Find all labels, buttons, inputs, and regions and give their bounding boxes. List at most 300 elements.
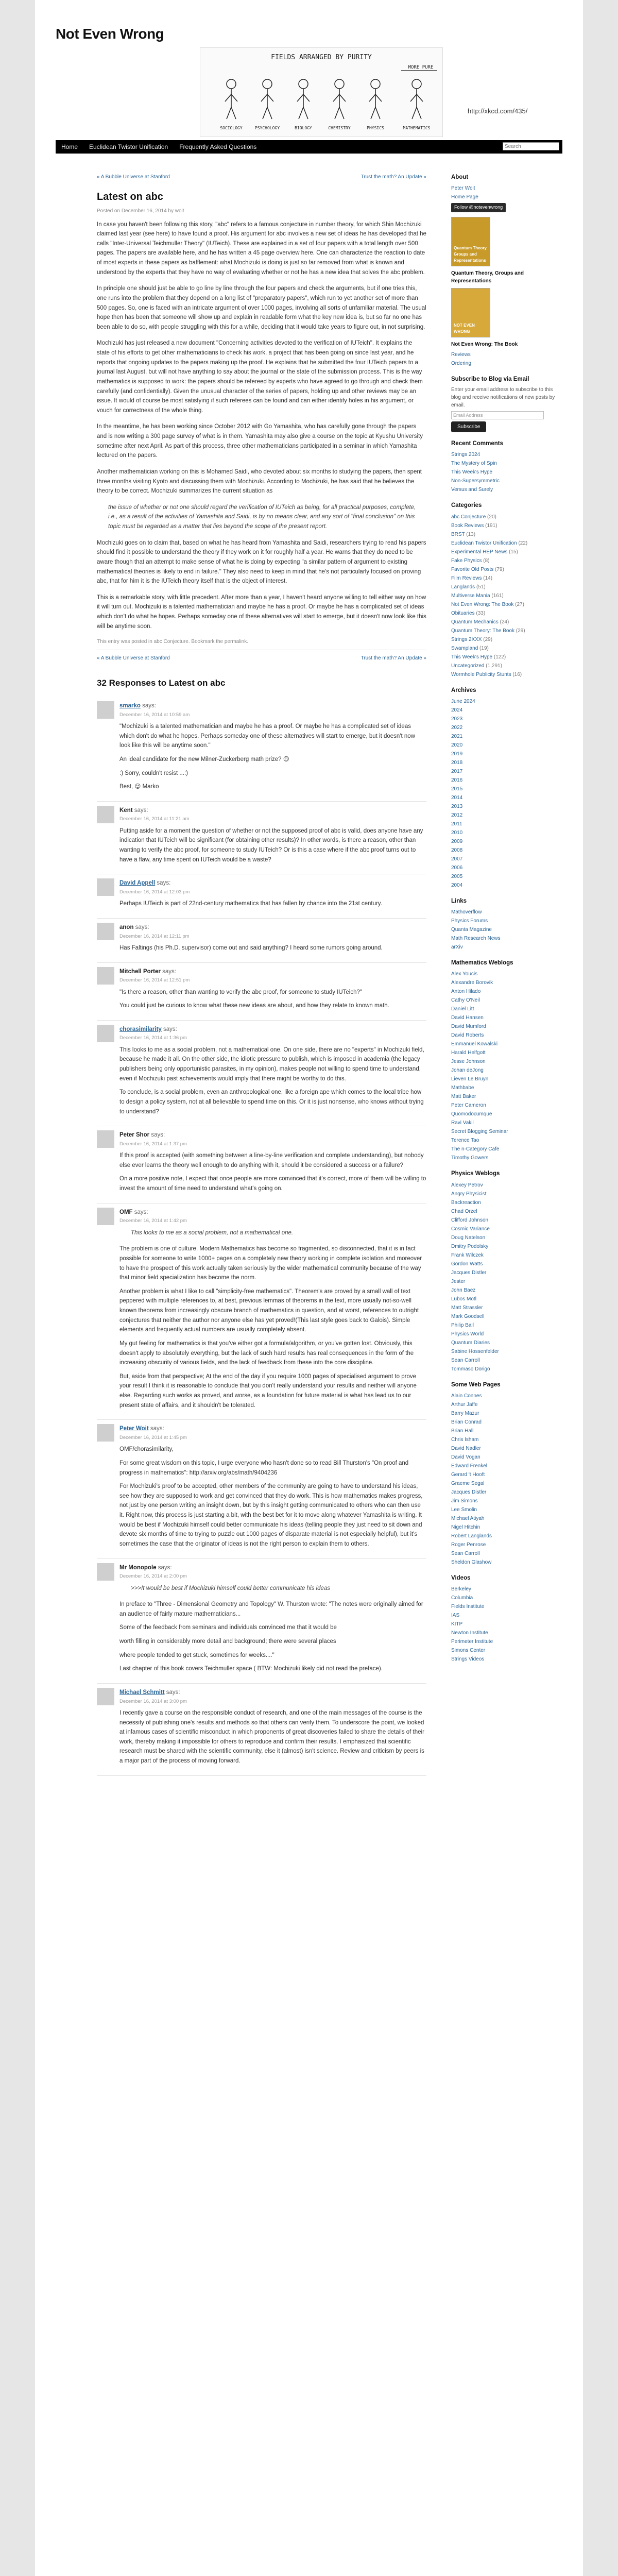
web-page-link[interactable]: Barry Mazur [451,1410,479,1416]
videos-heading: Videos [451,1574,471,1581]
video-link[interactable]: Newton Institute [451,1630,488,1636]
comment-author: Peter Shor [119,1132,150,1139]
comment [97,919,426,963]
comment-header [119,1208,426,1217]
comment-author[interactable]: Michael Schmitt [119,1689,165,1696]
banner-field-label: MATHEMATICS [403,126,431,130]
archive-link[interactable]: 2014 [451,794,463,801]
physics-weblogs-heading: Physics Weblogs [451,1171,500,1177]
archive-link[interactable]: 2022 [451,724,463,731]
physics-weblog-link[interactable]: Frank Wilczek [451,1252,484,1258]
comment [97,1021,426,1126]
post-paragraph: In case you haven't been following this story, "abc" refers to a famous conjecture in number theory, for which Shin Mochizuki claimed last year (see here) to have found a proof. His argument for abc involves a new set of ideas he has developed that he calls "Inter-Universal Teichmuller Theory" (IUTeich). These are explained in a set of four papers with a total length over 500 pages. The papers are available here, and he has written a 45 page overview here. One can characterize the reaction to date of most experts in these papers as bafflement: what Mochizuki is doing is just so far removed from what is known and understood by the experts that they have no way of evaluating whether or not he has a new idea that solves the abc problem. [97,221,426,276]
physics-weblog-link[interactable]: John Baez [451,1287,476,1293]
book-title-quantum[interactable]: Quantum Theory, Groups and Representations [451,270,524,284]
physics-weblog-link[interactable]: Jacques Distler [451,1269,487,1276]
comment [97,802,426,875]
header-url[interactable]: http://xkcd.com/435/ [468,107,528,115]
web-page-link[interactable]: Michael Atiyah [451,1515,485,1521]
about-heading: About [451,174,469,180]
comment-header [119,806,426,816]
banner-field-label: SOCIOLOGY [220,126,243,130]
physics-weblog-link[interactable]: Gordon Watts [451,1261,483,1267]
category-item-label[interactable]: Wormhole Publicity Stunts [451,671,511,677]
video-link[interactable]: Fields Institute [451,1604,485,1609]
category-item-count: (27) [515,601,524,607]
category-item-label[interactable]: Swampland [451,645,478,651]
categories-list [451,513,562,679]
says-label: says: [133,924,149,930]
math-weblog-link[interactable]: Harald Helfgott [451,1050,486,1056]
category-item-label[interactable]: BRST [451,531,465,537]
category-item[interactable] [451,591,562,600]
category-item-label[interactable]: Langlands [451,584,475,590]
category-item[interactable] [451,662,562,670]
comment-date[interactable]: December 16, 2014 at 1:42 pm [119,1218,187,1224]
archive-link[interactable]: 2020 [451,742,463,748]
video-link[interactable]: Simons Center [451,1648,486,1653]
blog-title[interactable]: Not Even Wrong [56,26,164,42]
post-paragraph: In principle one should just be able to go line by line through the four papers and check the arguments, but if one tries this, one runs into the problem that they depend on a long list of "preparatory papers", which run to yet another set of more than 500 pages. So, one is faced with an intricate argument of over 1000 pages, involving all sorts of unfamiliar material. The usual hope then has been that someone will show up and explain in readable form what the key new idea is, but so far no one has been able to do so, with people struggling with this for a while, deciding that it would take years to figure out, in not surprising. [97,285,426,330]
web-page-link[interactable]: Roger Penrose [451,1541,486,1548]
prev-post-link[interactable]: « A Bubble Universe at Stanford [97,655,170,661]
category-item-label[interactable]: Multiverse Mania [451,592,490,599]
category-item[interactable] [451,565,562,574]
category-item[interactable] [451,635,562,644]
category-item[interactable] [451,644,562,653]
subscribe-button[interactable]: Subscribe [451,421,486,432]
category-item-label[interactable]: Quantum Mechanics [451,619,499,625]
comment-text: This looks to me as a social problem, not a mathematical one. On one side, there are no "experts" in Mochizuki field, because he made it all. On the other side, the idiotic pressure to publish, which is imposed in academia (the legacy publishers being only opportunistic parasites, in my opinion), makes people not willing to spend time to understand, even if Mochizuki past achievements would imply that there might be worthy to do this. [119,1046,424,1082]
web-page-link[interactable]: Nigel Hitchin [451,1524,480,1530]
comment-text: :) Sorry, couldn't resist ...:) [119,770,188,776]
physics-weblog-link[interactable]: Clifford Johnson [451,1217,489,1223]
category-item-count: (19) [479,645,489,651]
comment-date[interactable]: December 16, 2014 at 12:11 pm [119,933,190,939]
category-item[interactable] [451,653,562,662]
category-item-label[interactable]: Favorite Old Posts [451,566,494,572]
physics-weblog-link[interactable]: Tommaso Dorigo [451,1366,490,1372]
physics-weblog-link[interactable]: Dmitry Podolsky [451,1243,489,1249]
physics-weblogs-list [451,1181,562,1374]
comment-text: Another problem is what I like to call "simplicity-free mathematics". Theorem's are proved by a small wall of text peppered with multiple references to, at best, previous lemmas of theorems in the text, more usually not-so-well known theorems from increasingly obscure branch of mathematics in question, and at worst, references to outright conjectures that neither the author nor anyone else has yet proved!(This last style goes back to Galois). Simple elements and frequently actual numbers are usually completely absent. [119,1288,419,1333]
web-page-link[interactable]: Chris Isham [451,1436,479,1443]
avatar [97,967,114,985]
banner-subtitle: MORE PURE [408,65,434,70]
archive-link[interactable]: 2008 [451,847,463,853]
says-label: says: [140,703,156,709]
comment-date[interactable]: December 16, 2014 at 10:59 am [119,711,190,718]
post-paragraph: Another mathematician working on this is Mohamed Saidi, who devoted about six months to studying the papers, then spent three months visiting Kyoto and discussing them with Mochizuki. According to Mochizuki, he has said that he believes the theory to be correct. Mochizuki summarizes the current situation as [97,468,422,495]
math-weblog-link[interactable]: Daniel Litt [451,1006,474,1012]
nav-faq[interactable]: Frequently Asked Questions [179,143,257,150]
post-nav-bottom [97,654,426,663]
comment [97,697,426,802]
main-content [97,173,426,1776]
header-banner [200,47,443,137]
comment-author[interactable]: Peter Woit [119,1426,149,1432]
comment-text: worth filling in considerably more detail and background; there were several places [119,1638,336,1645]
category-item[interactable] [451,548,562,556]
web-page-link[interactable]: David Nadler [451,1445,481,1451]
category-item[interactable] [451,521,562,530]
comment-text: My gut feeling for mathematics is that you've either got a formula/algorithm, or you've gotten lost. Obviously, this doesn't apply to absolutely everything, but the lack of such hard results has real consequences in the form of the increasing obscurity of various fields, and the lack of feedback from these into the core discipline. [119,1340,414,1366]
avatar [97,806,114,823]
recent-comment-link[interactable]: The Mystery of Spin [451,461,497,467]
category-item-count: (29) [483,636,493,642]
prev-post-link[interactable]: « A Bubble Universe at Stanford [97,174,170,180]
comment-quote: >>>It would be best if Mochizuki himself could better communicate his ideas [131,1585,331,1591]
search-input[interactable] [503,142,559,150]
archive-link[interactable]: 2017 [451,768,463,774]
web-page-link[interactable]: Robert Langlands [451,1533,492,1539]
web-page-link[interactable]: David Vogan [451,1454,480,1460]
physics-weblog-link[interactable]: Philip Ball [451,1322,474,1328]
comment-body [119,1130,426,1194]
comment-date[interactable]: December 16, 2014 at 1:36 pm [119,1035,187,1041]
comments-title: 32 Responses to Latest on abc [97,677,226,688]
physics-weblog-link[interactable]: Jester [451,1278,466,1284]
external-link[interactable]: Quanta Magazine [451,927,492,933]
comment-text: Has Faltings (his Ph.D. supervisor) come out and said anything? I heard some rumors going around. [119,944,383,951]
category-item-count: (22) [518,540,528,546]
category-item[interactable] [451,609,562,618]
archive-link[interactable]: 2006 [451,865,463,871]
post-paragraph: This is a remarkable story, with little precedent. After more than a year, I haven't heard anyone willing to tell either way on how it will turn out. Mochizuki is a talented mathematician and maybe he has a proof. Or maybe he has a complicated set of ideas which don't do what he hopes. Perhaps someday one of these alternatives will start to emerge, but it doesn't now look like this will be anytime soon. [97,594,426,630]
archive-link[interactable]: 2021 [451,733,463,739]
says-label: says: [161,1026,177,1032]
web-page-link[interactable]: Sheldon Glashow [451,1559,492,1565]
recent-comment-link[interactable]: This Week's Hype [451,469,493,476]
category-item[interactable] [451,600,562,609]
math-weblog-link[interactable]: Jesse Johnson [451,1059,486,1065]
book-cover-not-even-wrong[interactable] [451,288,490,337]
main-nav [56,140,562,154]
comment [97,963,426,1021]
category-item-label[interactable]: Film Reviews [451,575,482,581]
web-page-link[interactable]: Jim Simons [451,1498,478,1504]
about-link[interactable]: Home Page [451,194,478,200]
category-item-count: (8) [483,557,490,564]
category-item[interactable] [451,556,562,565]
comment-body [119,701,426,792]
web-page-link[interactable]: Alain Connes [451,1393,482,1399]
recent-comment-link[interactable]: Non-Supersymmetric [451,478,500,484]
says-label: says: [132,807,148,814]
category-item[interactable] [451,530,562,539]
comment-body [119,967,426,1011]
math-weblog-link[interactable]: Timothy Gowers [451,1155,489,1161]
math-weblog-link[interactable]: Mathbabe [451,1085,474,1091]
physics-weblog-link[interactable]: Cosmic Variance [451,1226,490,1232]
ordering-link[interactable]: Ordering [451,360,471,366]
external-link[interactable]: Math Research News [451,936,501,941]
comment-body [119,878,426,909]
about-link[interactable]: Peter Woit [451,185,475,192]
math-weblog-link[interactable]: Quomodocumque [451,1111,492,1117]
comment-header [119,701,426,711]
post-title: Latest on abc [97,191,163,202]
physics-weblog-link[interactable]: Doug Natelson [451,1234,486,1241]
archive-link[interactable]: 2024 [451,707,463,713]
math-weblog-link[interactable]: Emmanuel Kowalski [451,1041,498,1047]
archive-link[interactable]: 2007 [451,856,463,862]
video-link[interactable]: KITP [451,1621,463,1627]
category-item-label[interactable]: abc Conjecture [451,514,486,520]
archive-link[interactable]: 2023 [451,716,463,722]
comment-body [119,1424,426,1549]
web-page-link[interactable]: Brian Hall [451,1428,474,1434]
category-item-count: (15) [509,549,518,555]
comment-text: You could just be curious to know what these new ideas are about, and how they relate to known math. [119,1003,389,1009]
web-pages-heading: Some Web Pages [451,1381,501,1388]
archive-link[interactable]: 2005 [451,873,463,879]
follow-button[interactable]: Follow @notevenwrong [451,203,506,212]
comment-author[interactable]: David Appell [119,880,156,887]
category-item-label[interactable]: Obituaries [451,610,475,616]
category-item-label[interactable]: Uncategorized [451,663,485,669]
web-page-link[interactable]: Jacques Distler [451,1489,487,1495]
post-quote: the issue of whether or not one should regard the verification of IUTeich as being, for all practical purposes, complete, i.e., as a result of the activities of Yamashita and Saidi, is by no means clear, and any sort of "final conclusion" on this topic must be regarded as a matter that lies beyond the scope of the present report. [108,504,416,530]
math-weblog-link[interactable]: David Hansen [451,1015,484,1021]
comment-date[interactable]: December 16, 2014 at 1:45 pm [119,1434,187,1440]
web-page-link[interactable]: Brian Conrad [451,1419,482,1425]
category-item-label[interactable]: Quantum Theory: The Book [451,628,515,634]
physics-weblog-link[interactable]: Sabine Hossenfelder [451,1348,499,1354]
math-weblog-link[interactable]: Peter Cameron [451,1103,486,1109]
math-weblog-link[interactable]: Terence Tao [451,1138,479,1144]
post-paragraph: Mochizuki has just released a new document "Concerning activities devoted to the verification of IUTeich". It explains the state of his efforts to get other mathematicians to check his work, a project that has been going on since last year, and he reports that ongoing updates to the papers making up the proof. He explains that he submitted the four IUTeich papers to a journal last August, but will not have anything to say about the journal or the state of the submission process. This is the way mathematics is supposed to work: the papers should be refereed by experts who have agreed to go through and check them carefully (and confidentially). Given the unusual character of the series of papers, holding up and other reviews may be an issue. It would of course be most satisfying if such referees can be found and can either identify holes in his argument, or vouch for correctness of the whole thing. [97,340,423,414]
comment-text: OMF/chorasimilarity, [119,1446,174,1453]
book-cover-quantum[interactable] [451,217,490,266]
category-item[interactable] [451,574,562,583]
comment-date[interactable]: December 16, 2014 at 12:03 pm [119,889,190,895]
page [35,0,583,2576]
math-weblog-link[interactable]: The n-Category Cafe [451,1146,500,1153]
comment-quote: This looks to me as a social problem, not a mathematical one. [131,1229,294,1236]
comment-date[interactable]: December 16, 2014 at 2:00 pm [119,1573,187,1580]
post-paragraph: Mochizuki goes on to claim that, based on what he has heard from Yamashita and Saidi, researchers trying to read his papers should find it possible to understand the theory if they work on it for roughly half a year. He warns that they do need to be aware though that an attempt to make sense of what he is doing by expecting "a similar pattern of argument to existing mathematical theories is likely to end in failure." They also need to keep in mind that he's not particularly focused on proving abc, that for him it is the IUTeich theory itself that is the object of interest. [97,539,426,585]
avatar [97,923,114,940]
categories-heading: Categories [451,502,482,509]
video-link[interactable]: Berkeley [451,1586,471,1592]
comment-author[interactable]: chorasimilarity [119,1026,162,1032]
archive-link[interactable]: 2004 [451,882,463,888]
physics-weblog-link[interactable]: Lubos Motl [451,1296,476,1302]
category-item[interactable] [451,670,562,679]
comment-body [119,923,426,953]
video-link[interactable]: Perimeter Institute [451,1639,493,1645]
math-weblog-link[interactable]: Alex Youcis [451,971,478,977]
math-weblog-link[interactable]: David Mumford [451,1024,486,1030]
comment-header [119,1025,426,1035]
category-item-label[interactable]: Euclidean Twistor Unification [451,540,517,546]
category-item-count: (122) [493,654,506,660]
comment-author: anon [119,924,134,930]
web-page-link[interactable]: Arthur Jaffe [451,1401,478,1408]
comment-author[interactable]: smarko [119,703,141,709]
category-item-count: (29) [516,628,525,634]
web-page-link[interactable]: Sean Carroll [451,1550,480,1556]
reviews-link[interactable]: Reviews [451,351,471,358]
comment-text: For some great wisdom on this topic, I urge everyone who hasn't done so to read Bill Thurston's "On proof and progress in mathematics": http://arxiv.org/abs/math/9404236 [119,1460,409,1476]
category-item-label[interactable]: Experimental HEP News [451,549,508,555]
archive-link[interactable]: 2018 [451,759,463,766]
category-item[interactable] [451,539,562,548]
math-weblog-link[interactable]: Johan deJong [451,1067,484,1074]
comment [97,874,426,919]
book-cover-text: NOT EVEN WRONG [454,323,475,334]
category-item-count: (79) [495,566,504,572]
sidebar [451,173,562,1664]
category-item-count: (33) [476,610,486,616]
comment-author: Kent [119,807,133,814]
recent-comment-link[interactable]: Versus and Surely [451,487,493,493]
category-item-count: (20) [487,514,496,520]
physics-weblog-link[interactable]: Angry Physicist [451,1191,487,1197]
recent-comment-link[interactable]: Strings 2024 [451,452,480,458]
comment-text: I recently gave a course on the responsible conduct of research, and one of the main messages of the course is the necessity of publishing one's results and methods so that others can verify them. To underscore the point, we looked at infamous cases of scientific misconduct in which proponents of great discoveries failed to share the details of their work, thereby making it impossible for others to reproduce and confirm their results. I emphasized that scientific research must be shared with the scientific community, else it (almost) isn't science. Review and criticism by peers is a major part of the process of moving forward. [119,1709,424,1765]
physics-weblog-link[interactable]: Alexey Petrov [451,1182,483,1188]
physics-weblog-link[interactable]: Mark Goodsell [451,1313,485,1319]
math-weblog-link[interactable]: Lieven Le Bruyn [451,1076,489,1082]
archive-link[interactable]: 2013 [451,803,463,809]
math-weblog-link[interactable]: Ravi Vakil [451,1120,474,1126]
category-item-label[interactable]: This Week's Hype [451,654,493,660]
external-link[interactable]: Physics Forums [451,918,488,924]
next-post-link[interactable]: Trust the math? An Update » [360,655,426,661]
category-item-count: (24) [500,619,509,625]
comment-body [119,1563,426,1674]
math-weblog-link[interactable]: David Roberts [451,1032,484,1039]
post-paragraph: In the meantime, he has been working since October 2012 with Go Yamashita, who has carefully gone through the papers and is now writing a 300 page survey of what is in them. Yamashita may also give a course on the topic at Kyushu University sometime after next April. As part of this process, three other mathematicians participated in a seminar in which Yamashita lectured on the papers. [97,423,423,459]
web-page-link[interactable]: Lee Smolin [451,1506,477,1513]
comment-text: On a more positive note, I expect that once people are more convinced that it's correct, more of them will be willing to invest the amount of time need to understand what's going on. [119,1176,426,1192]
math-weblog-link[interactable]: Secret Blogging Seminar [451,1129,508,1135]
stick-figure [297,79,310,119]
stick-figure [410,79,423,119]
says-label: says: [148,1426,164,1432]
comment-text: where people tended to get stuck, sometimes for weeks...." [119,1652,274,1658]
archive-link[interactable]: 2015 [451,786,463,792]
archive-link[interactable]: 2019 [451,751,463,757]
web-page-link[interactable]: Edward Frenkel [451,1463,488,1469]
web-page-link[interactable]: Graeme Segal [451,1480,485,1486]
comment-header [119,878,426,888]
web-pages-list [451,1392,562,1567]
comment-body [119,806,426,865]
video-link[interactable]: IAS [451,1613,460,1618]
archive-link[interactable]: 2016 [451,777,463,783]
comment-text: Putting aside for a moment the question of whether or not the supposed proof of abc is valid, does anyone have any indication that IUTeich will be significant (for obtaining other results)? In other words, is there a reason, other than wanting to verify the abc proof, for someone to study IUTeich? Or is this a case where if the abc proof turns out to have a flaw, any time spent on IUTeich would be a waste? [119,827,423,863]
comment-text: The problem is one of culture. Modern Mathematics has become so fragmented, so disconnected, that it is in fact possible for someone to write 1000+ pages on a completely new theory working in complete isolation and moreover to have the prospect of this work actually taken seriously by the wider mathematical community because of the way that minor field specialization has become the norm. [119,1246,422,1281]
comment-text: To conclude, is a social problem, even an anthropological one, like a foreign ape which comes to the local tribe how to design a policy system, not at all believable to spend time on this. Or it is just nonsense, who knows without trying to understand? [119,1089,424,1115]
archive-link[interactable]: June 2024 [451,698,475,704]
archive-link[interactable]: 2011 [451,821,462,827]
comment-text: For Mochizuki's proof to be accepted, other members of the community are going to have to understand his ideas, see how they are supposed to work and get convinced that they do work. This is how mathematics makes progress, not just by one person writing an insight down, but by this insight getting communicated to others who can then use it. Right now, this process is just starting a bit, with the best bet for it to move along whatever Yamashita is writing. It would be best if Mochizuki himself could better communicate his ideas (telling people they just need to sit down and devote six months of time to trying to puzzle out 1000 pages of disparate material is not especially helpful), but it's sometimes the case that the originator of ideas is not the right person to explain them to others. [119,1483,423,1547]
physics-weblog-link[interactable]: Chad Orzel [451,1208,477,1214]
comment-date[interactable]: December 16, 2014 at 12:51 pm [119,977,190,984]
comment-text: In preface to "Three - Dimensional Geometry and Topology" W. Thurston wrote: "The notes were originally aimed for an audience of fairly mature mathematicians... [119,1601,423,1617]
math-weblogs-list [451,970,562,1162]
category-item-label[interactable]: Fake Physics [451,557,482,564]
archives-heading: Archives [451,687,476,693]
banner-field-label: PHYSICS [367,126,384,130]
math-weblog-link[interactable]: Matt Baker [451,1094,476,1100]
links-list [451,908,562,952]
email-field[interactable]: Email Address [451,411,544,419]
says-label: says: [132,1209,148,1215]
banner-field-label: PSYCHOLOGY [254,126,280,130]
comment-date[interactable]: December 16, 2014 at 1:37 pm [119,1141,187,1147]
comment-author: Mr Monopole [119,1564,157,1571]
web-page-link[interactable]: Gerard 't Hooft [451,1471,485,1478]
math-weblog-link[interactable]: Anton Hilado [451,989,481,995]
says-label: says: [160,968,176,975]
comment [97,1420,426,1558]
category-item-label[interactable]: Strings 2XXX [451,636,482,642]
external-link[interactable]: Mathoverflow [451,909,482,915]
external-link[interactable]: arXiv [451,944,463,950]
physics-weblog-link[interactable]: Backreaction [451,1199,481,1206]
archive-link[interactable]: 2010 [451,829,463,836]
archive-link[interactable]: 2009 [451,838,463,844]
physics-weblog-link[interactable]: Quantum Diaries [451,1340,490,1346]
book-title-not-even-wrong[interactable]: Not Even Wrong: The Book [451,341,518,347]
physics-weblog-link[interactable]: Sean Carroll [451,1357,480,1363]
category-item[interactable] [451,583,562,591]
avatar [97,1688,114,1705]
math-weblog-link[interactable]: Cathy O'Neil [451,997,480,1004]
post-meta: Posted on December 16, 2014 by woit [97,208,184,214]
video-link[interactable]: Columbia [451,1595,473,1601]
banner-field-label: CHEMISTRY [328,126,351,130]
physics-weblog-link[interactable]: Physics World [451,1331,484,1337]
comment-text: An ideal candidate for the new Milner-Zuckerberg math prize? 😉 [119,756,289,762]
comment-date[interactable]: December 16, 2014 at 11:21 am [119,816,190,822]
comment-text: "Is there a reason, other than wanting to verify the abc proof, for someone to study IUTeich?" [119,989,362,995]
comment [97,1559,426,1684]
stick-figure [225,79,237,119]
nav-euclidean-twistor[interactable]: Euclidean Twistor Unification [89,143,168,150]
category-item-label[interactable]: Book Reviews [451,522,484,529]
avatar [97,1424,114,1442]
category-item[interactable] [451,626,562,635]
archive-link[interactable]: 2012 [451,812,463,818]
category-item-label[interactable]: Not Even Wrong: The Book [451,601,514,607]
banner-comic [200,48,442,137]
category-item-count: (161) [491,592,504,599]
post-nav-top [97,173,426,181]
comment-date[interactable]: December 16, 2014 at 3:00 pm [119,1698,187,1704]
category-item[interactable] [451,618,562,626]
comment-text: Best, 😉 Marko [119,784,159,790]
archives-list [451,697,562,890]
nav-home[interactable]: Home [61,143,78,150]
physics-weblog-link[interactable]: Matt Strassler [451,1304,483,1311]
video-link[interactable]: Strings Videos [451,1656,485,1662]
comment-text: Perhaps IUTeich is part of 22nd-century mathematics that has fallen by chance into the 21st century. [119,901,382,907]
category-item[interactable] [451,513,562,521]
next-post-link[interactable]: Trust the math? An Update » [360,174,426,180]
math-weblog-link[interactable]: Alexandre Borovik [451,980,493,986]
banner-title: FIELDS ARRANGED BY PURITY [271,54,372,61]
category-item-count: (14) [483,575,493,581]
avatar [97,1130,114,1148]
links-heading: Links [451,897,467,904]
recent-comments-list [451,450,562,494]
subscribe-text: Enter your email address to subscribe to this blog and receive notifications of new posts by email. [451,387,555,408]
